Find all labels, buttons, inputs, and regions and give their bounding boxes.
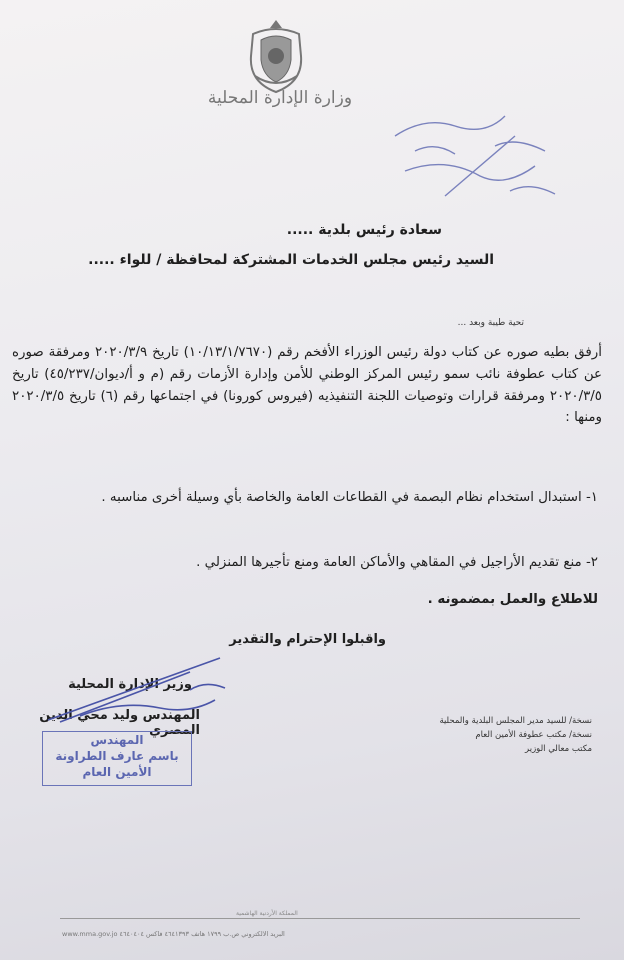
list-item: ٢- منع تقديم الأراجيل في المقاهي والأماكن العامة ومنع تأجيرها المنزلي . bbox=[196, 555, 598, 570]
letter-body: أرفق بطيه صوره عن كتاب دولة رئيس الوزراء الأفخم رقم (١٠/١٣/١/٧٦٧٠) تاريخ ٢٠٢٠/٣/٩ ومرفقة صوره عن كتاب عطوفة نائب سمو رئيس المركز الوطني للأمن وإدارة الأزمات رقم (م و أ/ديوان/٤٥/٢٣٧) تاريخ ٢٠٢٠/٣/٥ ومرفقة قرارات وتوصيات اللجنة التنفيذيه (فيروس كورونا) في اجتماعها رقم (٦) تاريخ ٢٠٢٠/٣/٥ ومنها : bbox=[12, 345, 603, 426]
coat-of-arms-icon bbox=[245, 16, 307, 96]
recipient-line-1: سعادة رئيس بلدية ..... bbox=[286, 222, 442, 238]
copy-line: نسخة/ للسيد مدير المجلس البلدية والمحلية bbox=[439, 716, 592, 726]
footer-label: المملكة الأردنية الهاشمية bbox=[236, 910, 298, 917]
stamp-line-3: الأمين العام bbox=[82, 765, 152, 779]
list-item: ١- استبدال استخدام نظام البصمة في القطاعات العامة والخاصة بأي وسيلة أخرى مناسبه . bbox=[101, 490, 598, 505]
signature-icon bbox=[40, 650, 240, 730]
footer-divider bbox=[60, 918, 580, 919]
closing-line: للاطلاع والعمل بمضمونه . bbox=[427, 592, 598, 607]
recipient-line-2: السيد رئيس مجلس الخدمات المشتركة لمحافظة / للواء ..... bbox=[88, 252, 494, 268]
footer-contact: www.mma.gov.jo البريد الالكتروني ص.ب ١٧٩٩ هاتف ٤٦٤١٣٩٣ فاكس ٤٦٤٠٤٠٤ bbox=[62, 930, 285, 938]
handwritten-note-icon bbox=[385, 96, 565, 206]
signatory-name: المهندس وليد محي الدين المصري bbox=[39, 708, 200, 738]
copy-line: مكتب معالي الوزير bbox=[525, 744, 592, 754]
regards-line: واقبلوا الإحترام والتقدير bbox=[229, 632, 386, 647]
signatory-title: وزير الإدارة المحلية bbox=[68, 677, 192, 692]
stamp-line-2: باسم عارف الطراونة bbox=[55, 749, 179, 763]
ministry-name: وزارة الإدارة المحلية bbox=[207, 88, 353, 108]
greeting: تحية طيبة وبعد ... bbox=[457, 318, 524, 328]
official-stamp bbox=[42, 731, 192, 786]
copies-list bbox=[439, 714, 592, 756]
copy-line: نسخة/ مكتب عطوفة الأمين العام bbox=[475, 730, 592, 740]
stamp-line-1: المهندس bbox=[90, 733, 144, 747]
